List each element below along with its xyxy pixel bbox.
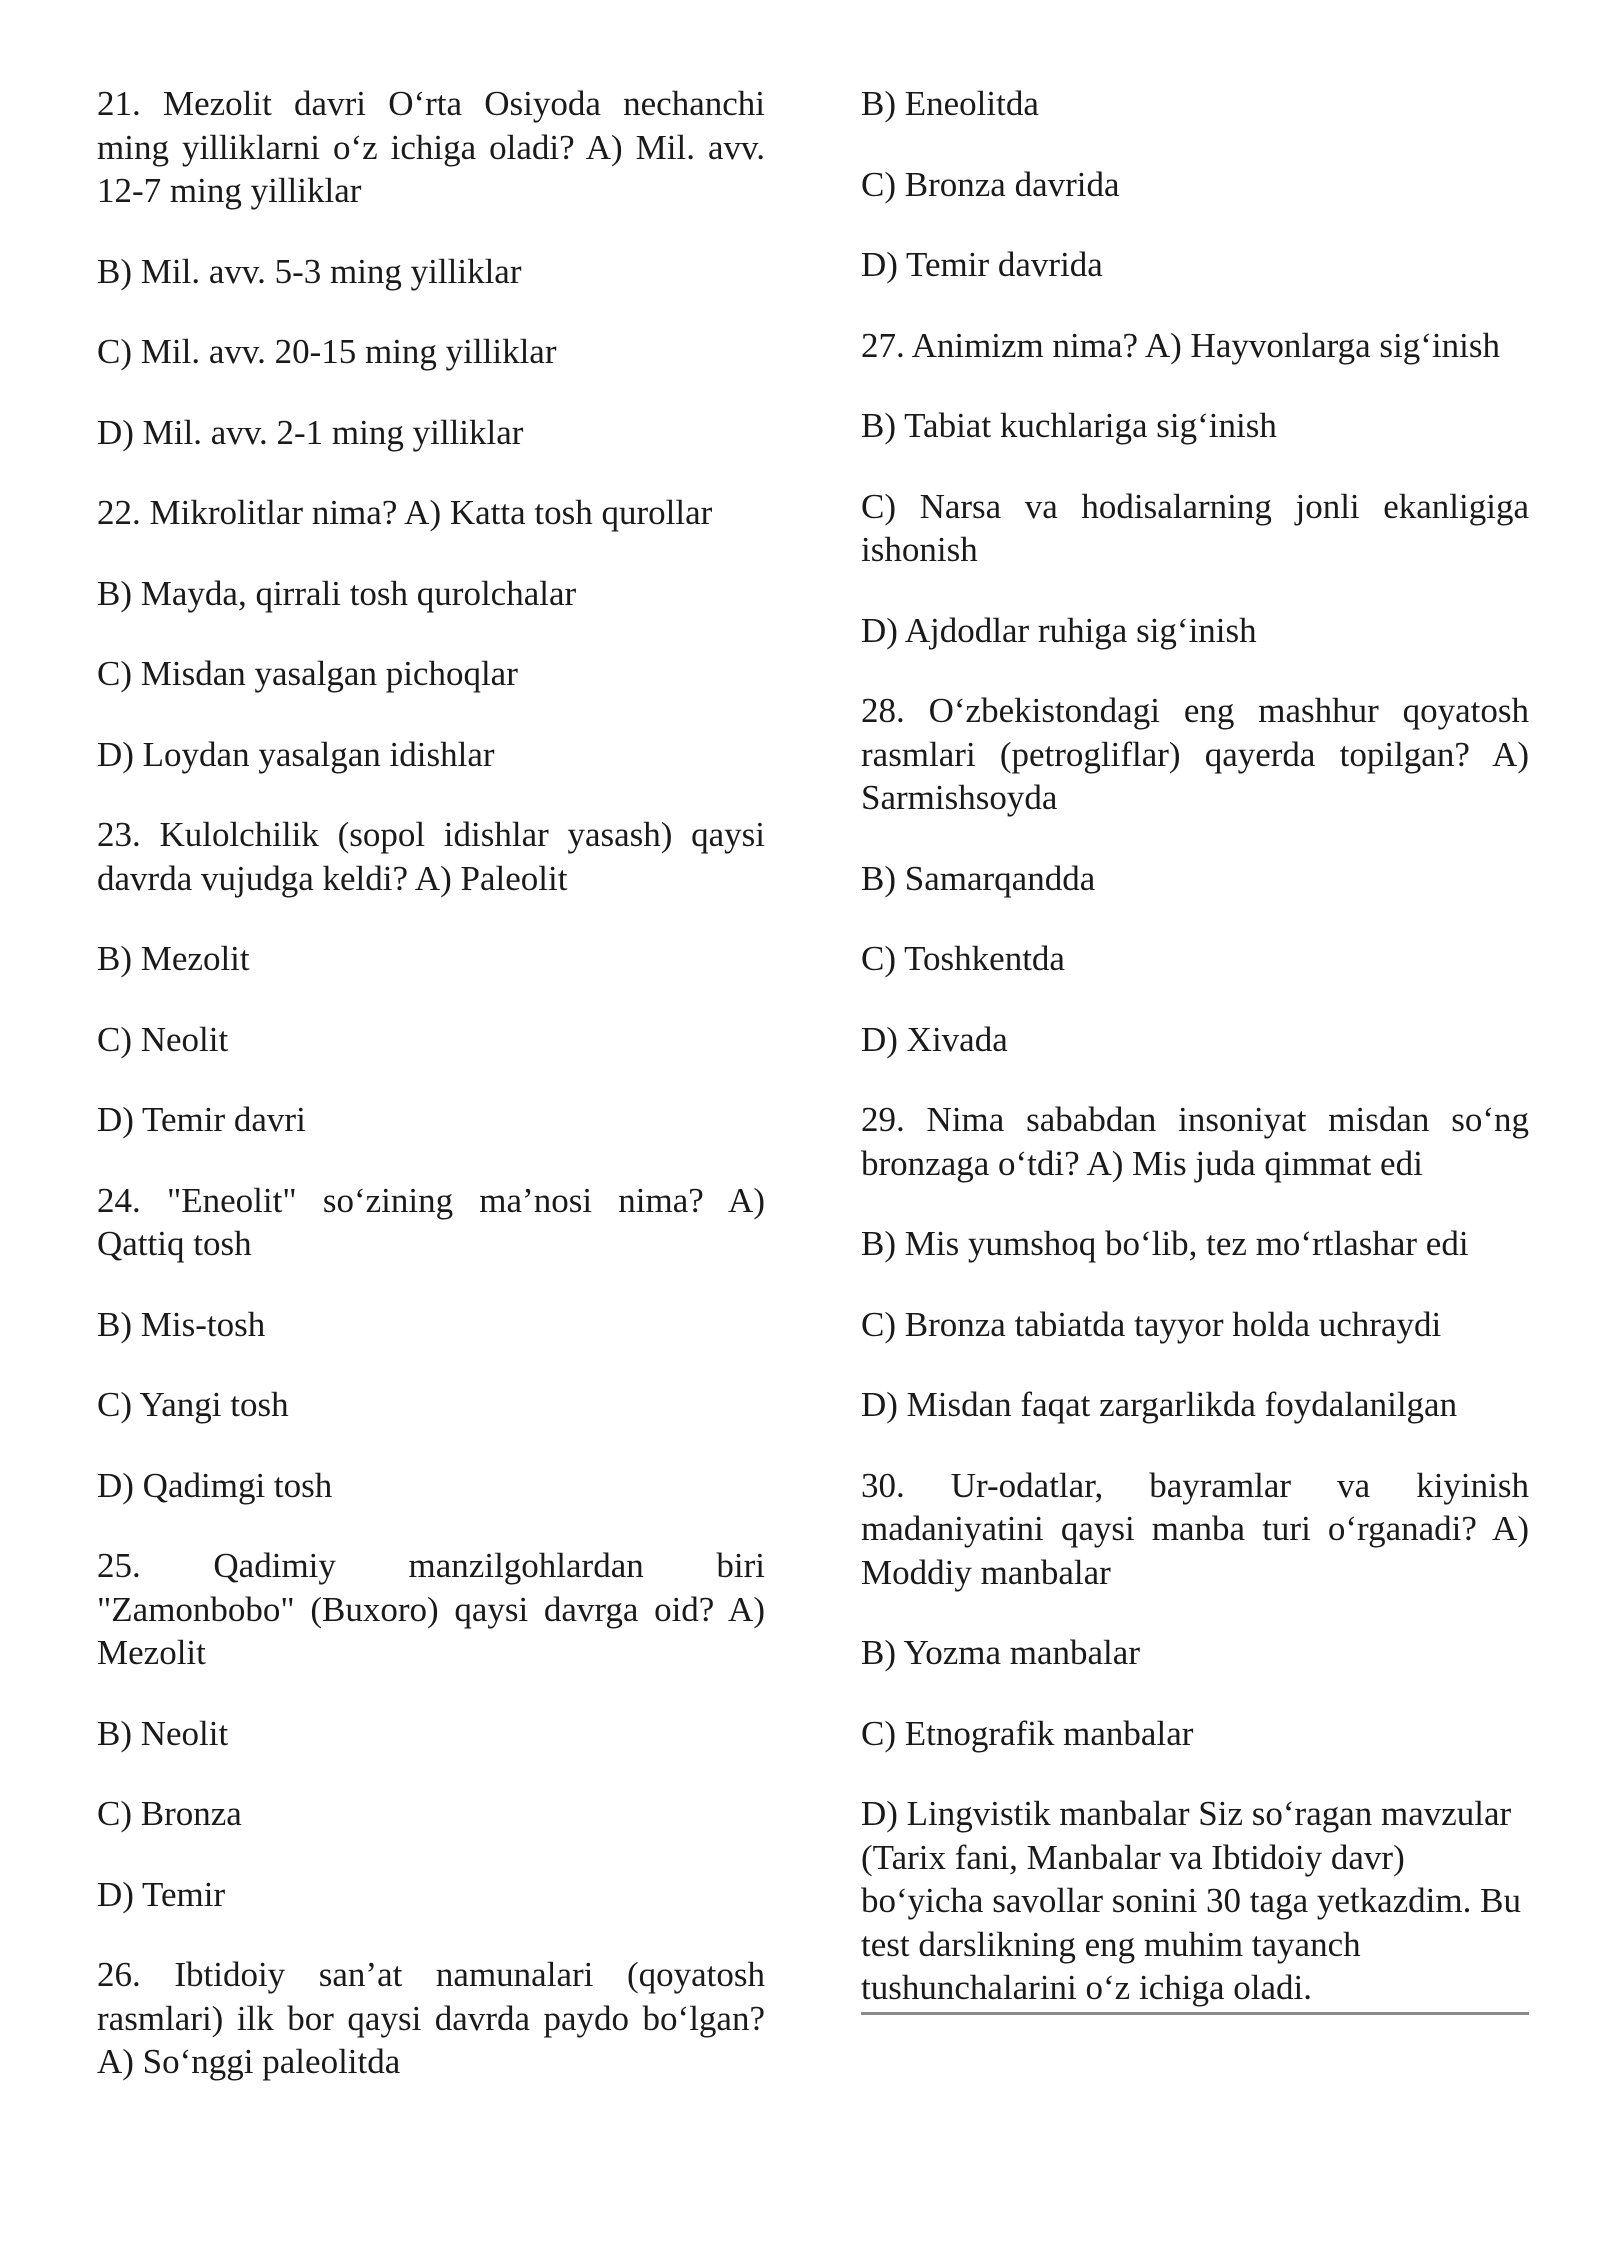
option-30-c: C) Etnografik manbalar bbox=[861, 1713, 1194, 1753]
option-26-b: B) Eneolitda bbox=[861, 84, 1039, 123]
option-23-c: C) Neolit bbox=[97, 1019, 229, 1059]
question-21: 21. Mezolit davri O‘rta Osiyoda nechanchi ming yilliklarni o‘z ichiga oladi? A) Mil. avv. 12-7 ming yilliklar bbox=[97, 84, 765, 210]
question-24: 24. "Eneolit" so‘zining ma’nosi nima? A) Qattiq tosh bbox=[97, 1180, 765, 1263]
option-24-c: C) Yangi tosh bbox=[97, 1385, 289, 1424]
option-23-b: B) Mezolit bbox=[97, 939, 250, 978]
option-22-c: C) Misdan yasalgan pichoqlar bbox=[97, 654, 518, 693]
option-22-b: B) Mayda, qirrali tosh qurolchalar bbox=[97, 573, 577, 613]
option-24-d: D) Qadimgi tosh bbox=[97, 1465, 333, 1505]
option-30-b: B) Yozma manbalar bbox=[861, 1633, 1140, 1672]
question-25: 25. Qadimiy manzilgohlardan biri "Zamonbobo" (Buxoro) qaysi davrga oid? A) Mezolit bbox=[97, 1546, 765, 1672]
option-28-d: D) Xivada bbox=[861, 1019, 1008, 1059]
option-30-d-and-closing-note: D) Lingvistik manbalar Siz so‘ragan mavzular (Tarix fani, Manbalar va Ibtidoiy davr) bo‘yicha savollar sonini 30 taga yetkazdim. Bu test darslikning eng muhim tayanch tushunchalarini o‘z ichiga oladi. bbox=[861, 1792, 1529, 2015]
option-21-c: C) Mil. avv. 20-15 ming yilliklar bbox=[97, 332, 557, 371]
option-21-b: B) Mil. avv. 5-3 ming yilliklar bbox=[97, 251, 522, 291]
option-25-d: D) Temir bbox=[97, 1874, 226, 1914]
option-28-c: C) Toshkentda bbox=[861, 939, 1065, 978]
option-26-c: C) Bronza davrida bbox=[861, 164, 1120, 204]
question-27: 27. Animizm nima? A) Hayvonlarga sig‘inish bbox=[861, 325, 1500, 365]
option-29-c: C) Bronza tabiatda tayyor holda uchraydi bbox=[861, 1304, 1442, 1344]
option-24-b: B) Mis-tosh bbox=[97, 1304, 266, 1344]
option-27-b: B) Tabiat kuchlariga sig‘inish bbox=[861, 406, 1277, 445]
option-26-d: D) Temir davrida bbox=[861, 245, 1103, 284]
question-23: 23. Kulolchilik (sopol idishlar yasash) qaysi davrda vujudga keldi? A) Paleolit bbox=[97, 815, 765, 898]
option-28-b: B) Samarqandda bbox=[861, 858, 1096, 898]
question-26: 26. Ibtidoiy san’at namunalari (qoyatosh rasmlari) ilk bor qaysi davrda paydo bo‘lgan? A) So‘nggi paleolitda bbox=[97, 1955, 765, 2081]
option-23-d: D) Temir davri bbox=[97, 1100, 306, 1139]
option-25-b: B) Neolit bbox=[97, 1713, 229, 1753]
question-22: 22. Mikrolitlar nima? A) Katta tosh qurollar bbox=[97, 493, 713, 532]
option-27-d: D) Ajdodlar ruhiga sig‘inish bbox=[861, 610, 1257, 650]
option-25-c: C) Bronza bbox=[97, 1794, 242, 1833]
option-22-d: D) Loydan yasalgan idishlar bbox=[97, 734, 495, 774]
right-column bbox=[861, 82, 1529, 2015]
question-29: 29. Nima sababdan insoniyat misdan so‘ng bronzaga o‘tdi? A) Mis juda qimmat edi bbox=[861, 1100, 1529, 1183]
question-28: 28. O‘zbekistondagi eng mashhur qoyatosh rasmlari (petrogliflar) qayerda topilgan? A) Sarmishsoyda bbox=[861, 691, 1529, 817]
option-29-d: D) Misdan faqat zargarlikda foydalanilgan bbox=[861, 1385, 1458, 1424]
option-21-d: D) Mil. avv. 2-1 ming yilliklar bbox=[97, 412, 524, 452]
left-column bbox=[97, 82, 765, 2121]
option-29-b: B) Mis yumshoq bo‘lib, tez mo‘rtlashar edi bbox=[861, 1224, 1469, 1263]
question-30: 30. Ur-odatlar, bayramlar va kiyinish madaniyatini qaysi manba turi o‘rganadi? A) Moddiy manbalar bbox=[861, 1465, 1529, 1592]
option-27-c: C) Narsa va hodisalarning jonli ekanligiga ishonish bbox=[861, 486, 1529, 569]
